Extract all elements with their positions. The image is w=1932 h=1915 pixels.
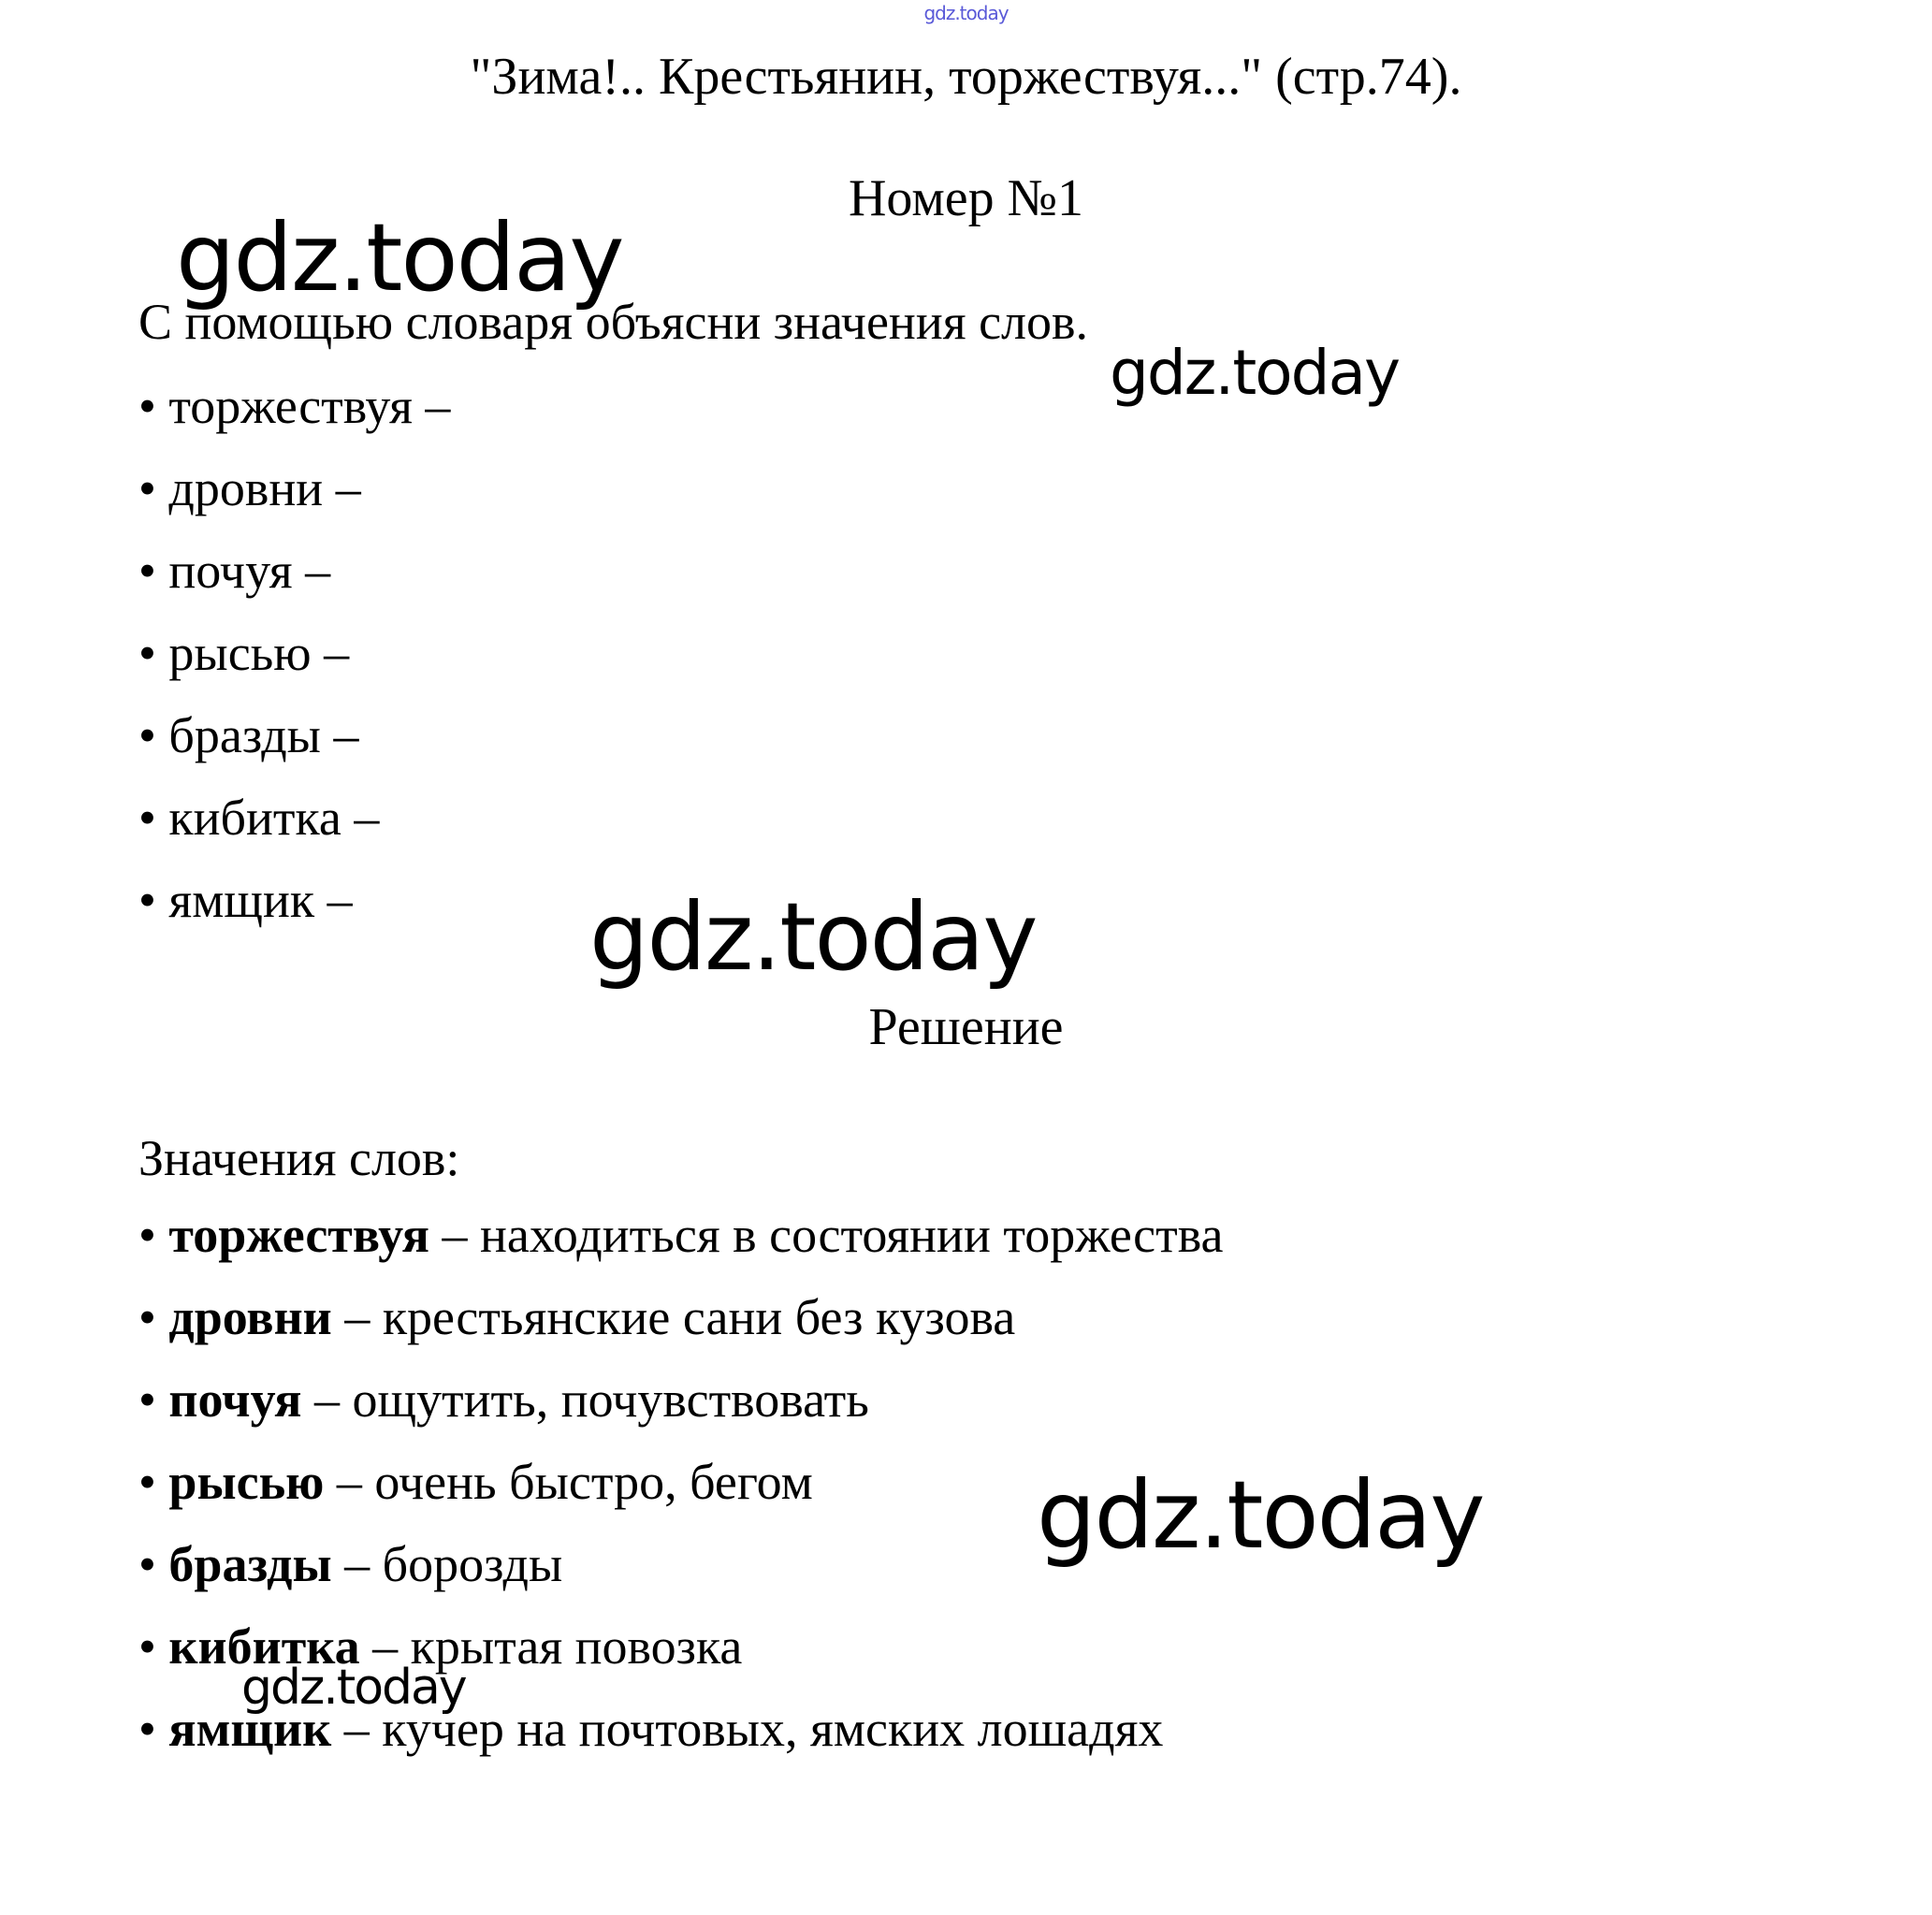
- question-word: торжествуя: [168, 378, 413, 434]
- bullet: •: [138, 543, 156, 599]
- dash: –: [335, 460, 361, 516]
- bullet: •: [138, 1701, 156, 1757]
- page-title: "Зима!.. Крестьянин, торжествуя..." (стр.74).: [470, 48, 1462, 106]
- list-item: [138, 1358, 1223, 1441]
- question-word: кибитка: [168, 790, 341, 846]
- answer-meaning: очень быстро, бегом: [374, 1454, 813, 1510]
- bullet: •: [138, 707, 156, 763]
- watermark: gdz.today: [176, 203, 623, 312]
- dash: –: [333, 707, 359, 763]
- bullet: •: [138, 1371, 156, 1428]
- dash: –: [425, 378, 451, 434]
- dash: –: [354, 790, 380, 846]
- dash: –: [336, 1454, 362, 1510]
- question-word: почуя: [168, 543, 293, 599]
- answer-meaning: кучер на почтовых, ямских лошадях: [382, 1701, 1164, 1757]
- dash: –: [343, 1701, 370, 1757]
- question-word: рысью: [168, 625, 312, 681]
- list-item: [138, 859, 450, 941]
- question-list: [138, 365, 450, 941]
- question-word: бразды: [168, 707, 321, 763]
- exercise-number: Номер №1: [848, 169, 1084, 227]
- answer-meaning: ощутить, почувствовать: [352, 1371, 869, 1428]
- list-item: [138, 530, 450, 612]
- bullet: •: [138, 1207, 156, 1263]
- answer-term: рысью: [168, 1454, 325, 1510]
- list-item: [138, 694, 450, 776]
- watermark: gdz.today: [241, 1660, 466, 1716]
- bullet: •: [138, 1454, 156, 1510]
- list-item: [138, 1194, 1223, 1276]
- question-word: ямщик: [168, 872, 315, 928]
- watermark: gdz.today: [1037, 1460, 1484, 1570]
- answer-meaning: находиться в состоянии торжества: [480, 1207, 1224, 1263]
- dash: –: [344, 1289, 370, 1345]
- dash: –: [327, 872, 353, 928]
- solution-heading: Решение: [868, 998, 1064, 1056]
- bullet: •: [138, 460, 156, 516]
- answer-term: кибитка: [168, 1618, 360, 1675]
- answer-intro: Значения слов:: [138, 1130, 460, 1186]
- answer-term: дровни: [168, 1289, 332, 1345]
- watermark: gdz.today: [1110, 337, 1400, 409]
- bullet: •: [138, 1536, 156, 1592]
- bullet: •: [138, 378, 156, 434]
- bullet: •: [138, 790, 156, 846]
- list-item: [138, 447, 450, 530]
- watermark: gdz.today: [589, 882, 1037, 992]
- bullet: •: [138, 1618, 156, 1675]
- question-word: дровни: [168, 460, 324, 516]
- dash: –: [344, 1536, 370, 1592]
- dash: –: [372, 1618, 399, 1675]
- bullet: •: [138, 1289, 156, 1345]
- dash: –: [442, 1207, 468, 1263]
- answer-term: торжествуя: [168, 1207, 430, 1263]
- answer-meaning: крестьянские сани без кузова: [382, 1289, 1016, 1345]
- top-watermark: gdz.today: [923, 2, 1009, 24]
- list-item: [138, 1276, 1223, 1358]
- list-item: [138, 776, 450, 859]
- answer-term: бразды: [168, 1536, 332, 1592]
- dash: –: [324, 625, 350, 681]
- task-text: С помощью словаря объясни значения слов.: [138, 294, 1088, 350]
- bullet: •: [138, 872, 156, 928]
- answer-term: ямщик: [168, 1701, 332, 1757]
- dash: –: [313, 1371, 340, 1428]
- answer-term: почуя: [168, 1371, 302, 1428]
- bullet: •: [138, 625, 156, 681]
- answer-meaning: крытая повозка: [410, 1618, 743, 1675]
- list-item: [138, 612, 450, 694]
- dash: –: [305, 543, 331, 599]
- answer-meaning: борозды: [382, 1536, 563, 1592]
- list-item: [138, 365, 450, 447]
